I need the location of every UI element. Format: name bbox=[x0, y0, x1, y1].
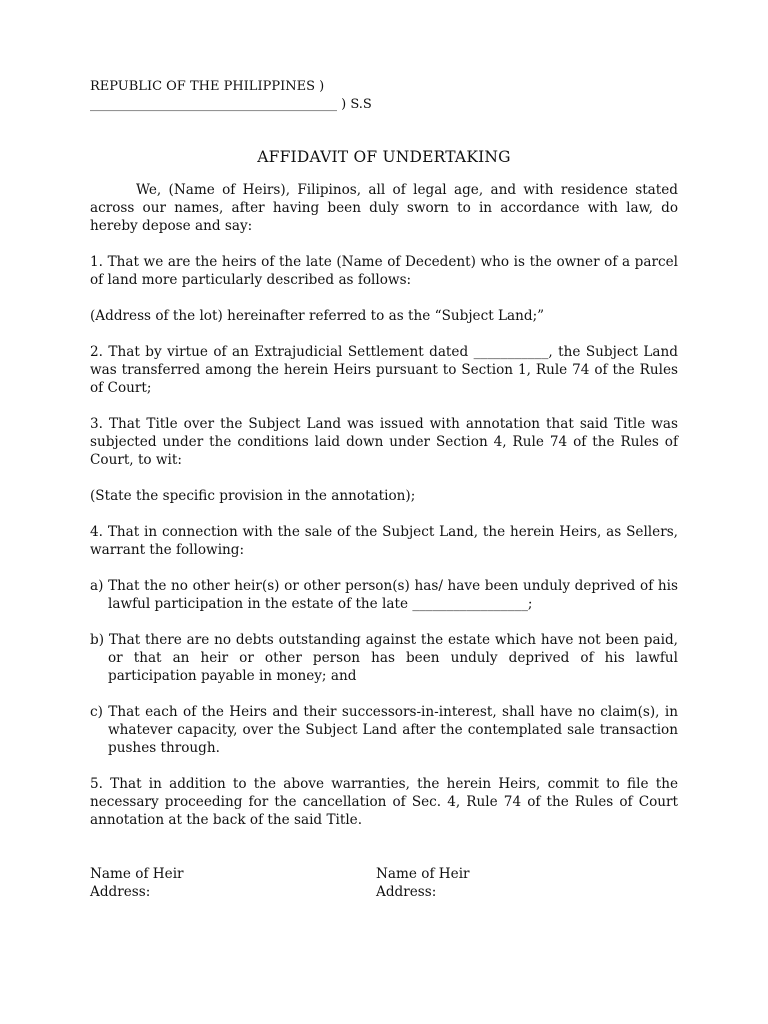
warranty-c: c) That each of the Heirs and their successors-in-interest, shall have no claim(s), in whatever capacity, over the Subject Land after the contemplated sale transaction pushes through. bbox=[90, 704, 678, 756]
heir-name-label: Name of Heir bbox=[376, 866, 470, 882]
venue-blank-line: ______________________________________ ) S.S bbox=[90, 97, 372, 112]
venue-line: REPUBLIC OF THE PHILIPPINES ) bbox=[90, 79, 325, 94]
heir-address-label: Address: bbox=[376, 884, 437, 900]
heir-address-label: Address: bbox=[90, 884, 151, 900]
warranty-a: a) That the no other heir(s) or other person(s) has/ have been unduly deprived of his lawful participation in the estate of the late _________________; bbox=[90, 578, 678, 612]
document-title: AFFIDAVIT OF UNDERTAKING bbox=[257, 148, 511, 166]
paragraph-4: 4. That in connection with the sale of the Subject Land, the herein Heirs, as Sellers, warrant the following: bbox=[90, 524, 678, 558]
paragraph-2: 2. That by virtue of an Extrajudicial Settlement dated ___________, the Subject Land was transferred among the herein Heirs pursuant to Section 1, Rule 74 of the Rules of Court; bbox=[90, 344, 678, 396]
document-body bbox=[90, 78, 678, 905]
warranty-b: b) That there are no debts outstanding against the estate which have not been paid, or that an heir or other person has been unduly deprived of his lawful participation payable in money; and bbox=[90, 632, 678, 684]
paragraph-1: 1. That we are the heirs of the late (Name of Decedent) who is the owner of a parcel of land more particularly described as follows: bbox=[90, 254, 678, 288]
paragraph-3-provision: (State the specific provision in the annotation); bbox=[90, 488, 416, 504]
paragraph-3: 3. That Title over the Subject Land was issued with annotation that said Title was subjected under the conditions laid down under Section 4, Rule 74 of the Rules of Court, to wit: bbox=[90, 416, 678, 468]
signature-block bbox=[90, 865, 678, 905]
intro-paragraph: We, (Name of Heirs), Filipinos, all of legal age, and with residence stated across our names, after having been duly sworn to in accordance with law, do hereby depose and say: bbox=[90, 182, 678, 234]
paragraph-1-address: (Address of the lot) hereinafter referred to as the “Subject Land;” bbox=[90, 308, 545, 324]
signature-left bbox=[90, 865, 184, 901]
heir-name-label: Name of Heir bbox=[90, 866, 184, 882]
paragraph-5: 5. That in addition to the above warranties, the herein Heirs, commit to file the necessary proceeding for the cancellation of Sec. 4, Rule 74 of the Rules of Court annotation at the back of the said Title. bbox=[90, 776, 678, 828]
signature-right bbox=[376, 865, 470, 901]
